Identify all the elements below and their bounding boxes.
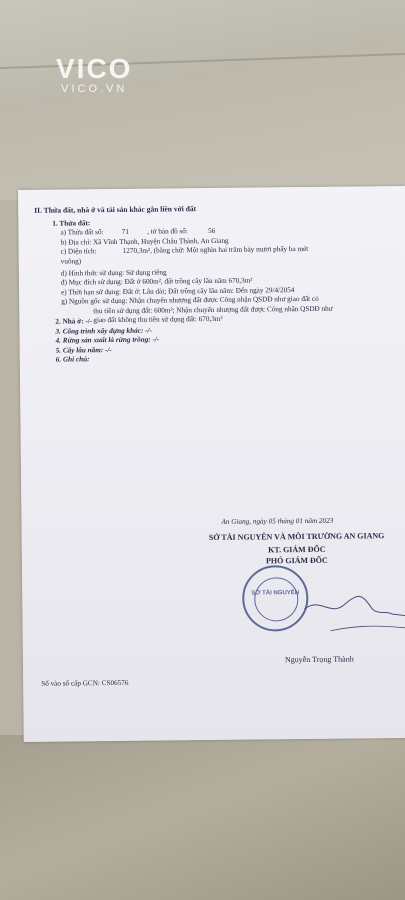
- perennial-trees-section: 5. Cây lâu năm: -/-: [55, 346, 112, 355]
- other-construction-section: 3. Công trình xây dựng khác: -/-: [55, 326, 152, 336]
- seal-inner-ring: [254, 577, 298, 621]
- seal-text: SỞ TÀI NGUYÊN: [251, 590, 300, 597]
- parcel-number-label: a) Thửa đất số:: [60, 228, 104, 237]
- handwritten-signature: [300, 586, 405, 647]
- map-number: 56: [208, 227, 216, 236]
- house-section: 2. Nhà ở: -/-: [55, 317, 93, 326]
- signer-title-1: KT. GIÁM ĐỐC: [268, 544, 326, 555]
- signer-title-2: PHÓ GIÁM ĐỐC: [265, 555, 328, 566]
- area-continuation: vuông): [60, 256, 82, 266]
- background-top: [0, 0, 405, 200]
- usage-purpose-line: đ) Mục đích sử dụng: Đất ở 600m², đất trồng cây lâu năm 670,3m²: [60, 277, 253, 288]
- usage-origin-line-1: g) Nguồn gốc sử dụng: Nhận chuyển nhượng đất được Công nhận QSDĐ như giao đất có: [61, 295, 319, 306]
- section-heading: II. Thửa đất, nhà ở và tài sản khác gắn liền với đất: [34, 204, 197, 215]
- usage-origin-line-3: giao đất không thu tiền sử dụng đất: 670,3m²: [93, 314, 223, 325]
- address-line: b) Địa chỉ: Xã Vĩnh Thạnh, Huyện Châu Thành, An Giang: [60, 236, 229, 247]
- parcel-number: 71: [121, 228, 129, 237]
- watermark-logo: VICO: [56, 53, 133, 84]
- background-bottom: [0, 735, 405, 900]
- usage-term-line: e) Thời hạn sử dụng: Đất ở: Lâu dài; Đất trồng cây lâu năm: Đến ngày 29/4/2054: [61, 285, 295, 297]
- watermark: [56, 55, 132, 95]
- area-label: c) Diện tích:: [60, 247, 97, 256]
- watermark-url: VICO.VN: [61, 83, 128, 95]
- official-seal: [242, 565, 309, 632]
- notes-section: 6. Ghi chú:: [55, 355, 90, 364]
- issuing-office: SỞ TÀI NGUYÊN VÀ MÔI TRƯỜNG AN GIANG: [208, 531, 385, 543]
- land-parcel-block: [52, 216, 388, 326]
- registration-number: Số vào sổ cấp GCN: CS06576: [41, 678, 129, 688]
- usage-origin-line-2: thu tiền sử dụng đất: 600m²; Nhận chuyển nhượng đất được Công nhận QSDĐ như: [93, 304, 333, 315]
- area-value: 1270,3m², (bằng chữ: Một nghìn hai trăm bảy mươi phẩy ba mét: [122, 245, 309, 256]
- parcel-title: 1. Thửa đất:: [52, 219, 91, 228]
- sign-date: An Giang, ngày 05 tháng 01 năm 2023: [221, 516, 334, 526]
- certificate-page: [18, 186, 405, 742]
- map-number-label: , tờ bản đồ số:: [147, 227, 188, 237]
- signer-name: Nguyễn Trọng Thành: [284, 654, 354, 665]
- signature-block: [181, 516, 405, 567]
- planted-forest-section: 4. Rừng sản xuất là rừng trồng: -/-: [55, 335, 160, 345]
- usage-form-line: d) Hình thức sử dụng: Sử dụng riêng: [60, 268, 167, 278]
